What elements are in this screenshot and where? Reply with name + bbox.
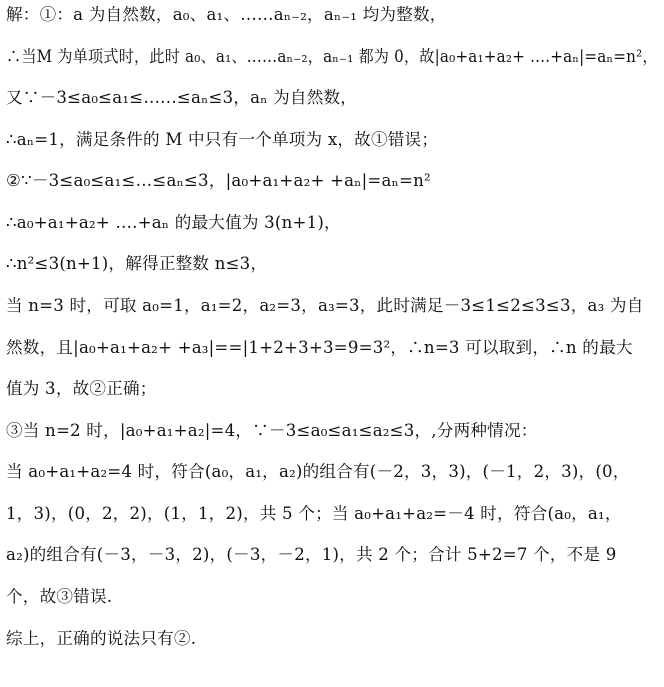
solution-line-11: ③当 n=2 时，|a₀+a₁+a₂|=4，∵－3≤a₀≤a₁≤a₂≤3，,分两种情况： — [6, 421, 538, 440]
solution-line-6: ∴a₀+a₁+a₂+ ….+aₙ 的最大值为 3(n+1)， — [6, 213, 341, 232]
solution-line-7: ∴n²≤3(n+1)，解得正整数 n≤3， — [6, 254, 268, 273]
solution-line-1: 解：①：a 为自然数，a₀、a₁、……aₙ₋₂，aₙ₋₁ 均为整数， — [6, 5, 447, 24]
solution-line-15: 个，故③错误. — [6, 587, 113, 606]
solution-line-14: a₂)的组合有(－3，－3，2)，(－3，－2，1)，共 2 个；合计 5+2=7 个，不是 9 — [6, 545, 617, 564]
solution-line-12: 当 a₀+a₁+a₂=4 时，符合(a₀，a₁，a₂)的组合有(－2，3，3)，(－1，2，3)，(0， — [6, 462, 630, 481]
solution-line-5: ②∵－3≤a₀≤a₁≤…≤aₙ≤3，|a₀+a₁+a₂+ +aₙ|=aₙ=n² — [6, 171, 431, 190]
solution-line-9: 然数，且|a₀+a₁+a₂+ +a₃|==|1+2+3+3=9=3²，∴n=3 可以取到，∴n 的最大 — [6, 338, 633, 357]
solution-line-2: ∴当M 为单项式时，此时 a₀、a₁、……aₙ₋₂，aₙ₋₁ 都为 0，故|a₀+a₁+a₂+ ….+aₙ|=aₙ=n²， — [6, 47, 658, 66]
solution-line-16: 综上，正确的说法只有②. — [6, 629, 197, 648]
solution-line-10: 值为 3，故②正确； — [6, 379, 157, 398]
solution-line-3: 又∵－3≤a₀≤a₁≤……≤aₙ≤3，aₙ 为自然数， — [6, 88, 358, 107]
solution-line-13: 1，3)，(0，2，2)，(1，1，2)，共 5 个；当 a₀+a₁+a₂=－4 时，符合(a₀，a₁， — [6, 504, 622, 523]
solution-line-4: ∴aₙ=1，满足条件的 M 中只有一个单项为 x，故①错误； — [6, 130, 439, 149]
solution-line-8: 当 n=3 时，可取 a₀=1，a₁=2，a₂=3，a₃=3，此时满足－3≤1≤2≤3≤3，a₃ 为自 — [6, 296, 644, 315]
